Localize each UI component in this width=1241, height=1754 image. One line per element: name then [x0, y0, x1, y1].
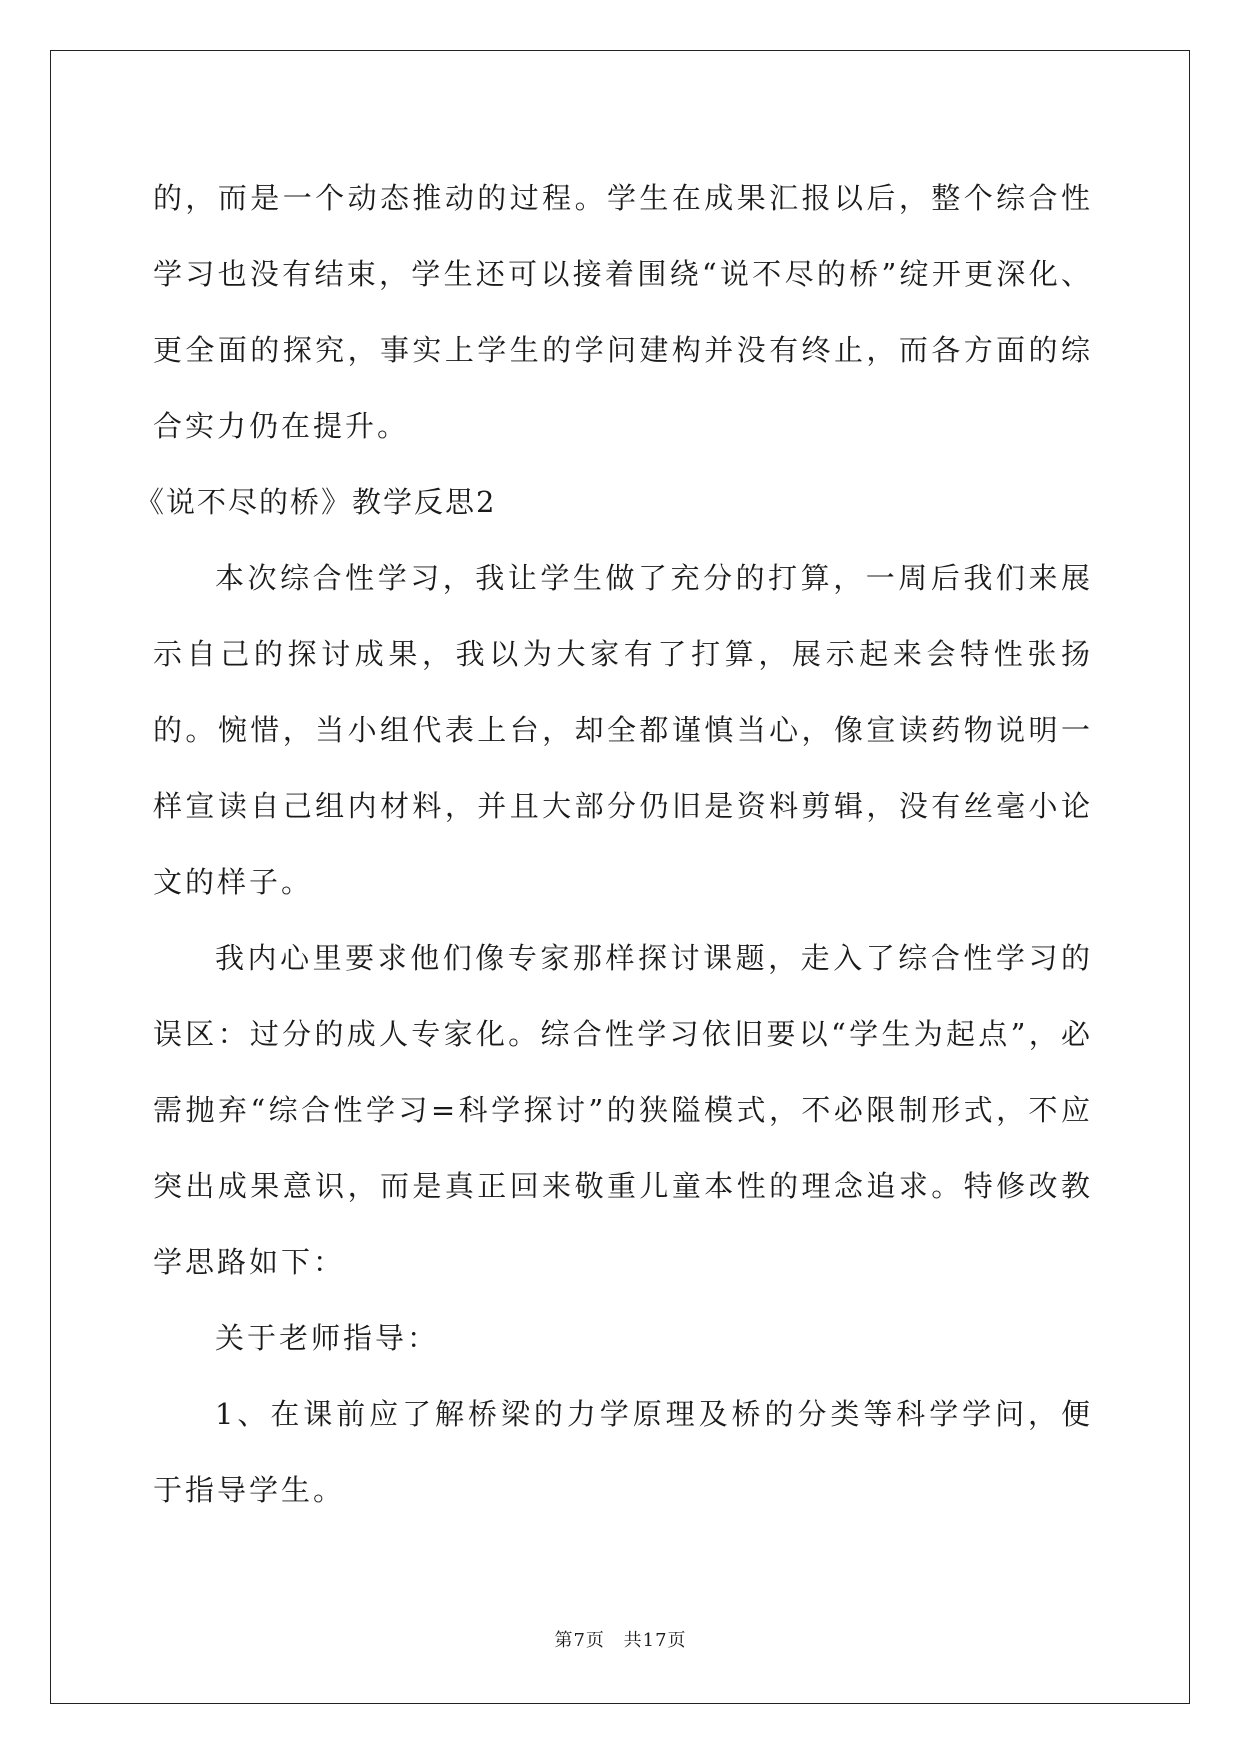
page-footer — [0, 1626, 1241, 1652]
paragraph-2: 本次综合性学习，我让学生做了充分的打算，一周后我们来展示自己的探讨成果，我以为大家有了打算，展示起来会特性张扬的。惋惜，当小组代表上台，却全都谨慎当心，像宣读药物说明一样宣读自己组内材料，并且大部分仍旧是资料剪辑，没有丝毫小论文的样子。 — [153, 561, 1093, 899]
page-number: 第7页 — [554, 1630, 605, 1651]
paragraph-5: 1、在课前应了解桥梁的力学原理及桥的分类等科学学问，便于指导学生。 — [153, 1397, 1093, 1507]
paragraph-4: 关于老师指导： — [215, 1321, 440, 1355]
section-heading: 《说不尽的桥》教学反思2 — [135, 485, 497, 519]
paragraph-1: 的，而是一个动态推动的过程。学生在成果汇报以后，整个综合性学习也没有结束，学生还可以接着围绕“说不尽的桥”绽开更深化、更全面的探究，事实上学生的学问建构并没有终止，而各方面的综合实力仍在提升。 — [153, 181, 1093, 443]
document-body — [135, 160, 1093, 1528]
paragraph-3: 我内心里要求他们像专家那样探讨课题，走入了综合性学习的误区：过分的成人专家化。综合性学习依旧要以“学生为起点”，必需抛弃“综合性学习=科学探讨”的狭隘模式，不必限制形式，不应突出成果意识，而是真正回来敬重儿童本性的理念追求。特修改教学思路如下： — [153, 941, 1093, 1279]
page-total: 共17页 — [623, 1630, 687, 1651]
